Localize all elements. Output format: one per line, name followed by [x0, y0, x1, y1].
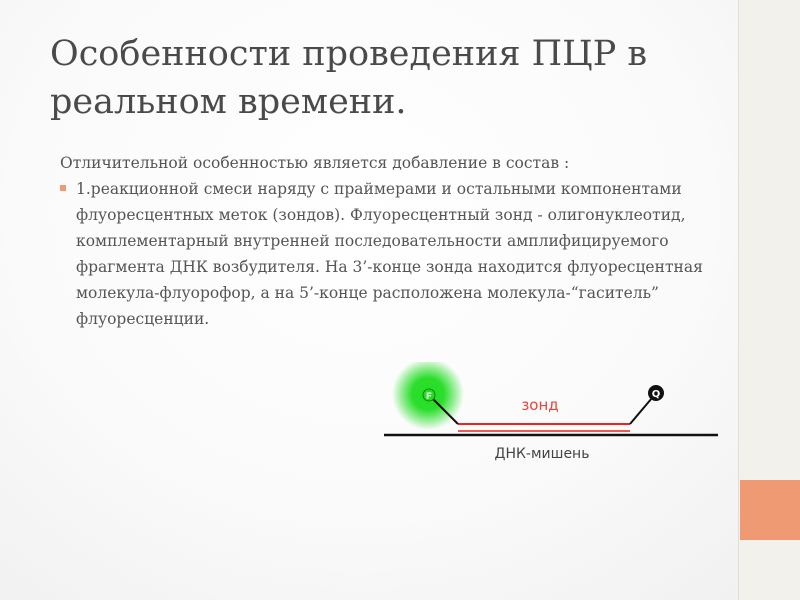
- quencher-letter: Q: [651, 389, 661, 400]
- probe-diagram-svg: [380, 362, 720, 470]
- intro-text: Отличительной особенностью является добавление в состав :: [60, 154, 570, 172]
- probe-diagram: [380, 362, 720, 470]
- slide-title: Особенности проведения ПЦР в реальном времени.: [50, 34, 648, 122]
- dna-label: ДНК-мишень: [494, 446, 590, 462]
- bullet-square-icon: [60, 185, 66, 191]
- probe-label: зонд: [521, 396, 559, 414]
- accent-block: [740, 480, 800, 540]
- bullet-text: 1.реакционной смеси наряду с праймерами и остальными компонентами флуоресцентных меток (зондов). Флуоресцентный зонд - олигонуклеотид, комплементарный внутренней последовательности амплифицируемого фрагмента ДНК возбудителя. На 3’-конце зонда находится флуоресцентная молекула-флуорофор, а на 5’-конце расположена молекула-“гаситель” флуоресценции.: [76, 180, 703, 328]
- quencher-linker: [630, 398, 652, 424]
- fluorophore-letter: F: [425, 392, 433, 402]
